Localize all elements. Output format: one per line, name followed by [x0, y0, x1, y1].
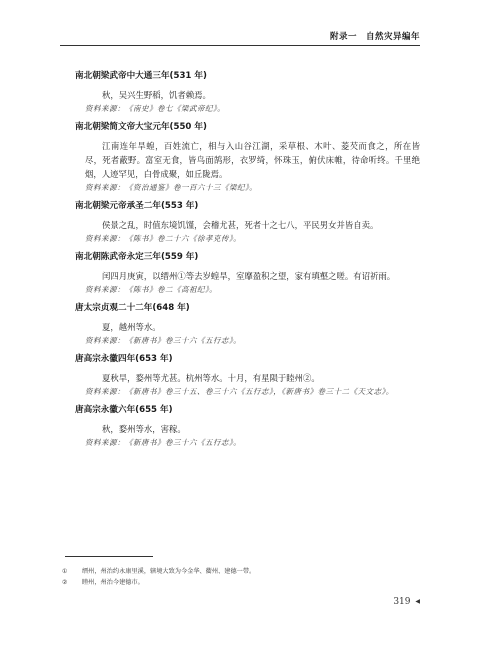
entry-body: 秋，吴兴生野稻，饥者赖焉。: [102, 90, 211, 100]
entry-source: 资料来源：《新唐书》卷三十六《五行志》。: [85, 438, 242, 447]
footnote-text: 缙州，州治约永康里溪，辖境大致为今金华、衢州、建德一带。: [82, 568, 256, 575]
entry: [75, 70, 420, 115]
running-header: [60, 30, 420, 46]
entry-title: 唐高宗永徽六年(655 年): [75, 405, 173, 415]
entry-body: 夏秋旱，婺州等尤甚。杭州等水。十月，有星陨于睦州②。: [102, 373, 320, 383]
entry-body: 闰四月庚寅，以缙州①等去岁蝗旱，室靡盈积之望，家有填壑之嗟。有诏祈雨。: [102, 271, 396, 281]
entry-body: 秋，婺州等水，害稼。: [102, 424, 186, 434]
entry: [75, 121, 420, 194]
entry-title: 南北朝陈武帝永定三年(559 年): [75, 252, 199, 262]
entry-body: 夏，越州等水。: [102, 322, 161, 332]
entry-title: 唐太宗贞观二十二年(648 年): [75, 303, 190, 313]
entry-body: 江南连年旱蝗，百姓流亡，相与入山谷江湖，采草根、木叶、菱芡而食之，所在皆尽，死者蔽野。富室无食，皆鸟面鹄形，衣罗绮，怀珠玉，俯伏床帷，待命听终。千里绝烟，人迹罕见，白骨成聚，如丘陇焉。: [85, 141, 420, 179]
header-title: 附录一 自然灾异编年: [329, 32, 420, 42]
entry-source: 资料来源：《资治通鉴》卷一百六十三《梁纪》。: [85, 183, 258, 192]
entry-title: 唐高宗永徽四年(653 年): [75, 354, 173, 364]
entry-source: 资料来源：《陈书》卷二《高祖纪》。: [85, 285, 218, 294]
entry: [75, 404, 420, 449]
entry-body: 侯景之乱，时值东境饥馑，会稽尤甚，死者十之七八，平民男女并皆自卖。: [102, 220, 379, 230]
entry: [75, 302, 420, 347]
entry-source: 资料来源：《陈书》卷二十六《徐孝克传》。: [85, 234, 242, 243]
footnote-marker: ①: [62, 568, 68, 575]
footnote: [60, 577, 420, 588]
entry: [75, 200, 420, 245]
entry-source: 资料来源：《新唐书》卷三十六《五行志》。: [85, 336, 242, 345]
page-number: [393, 597, 420, 607]
entry: [75, 251, 420, 296]
page-number-value: 319: [393, 597, 411, 607]
footnote-text: 睦州，州治今建德市。: [82, 579, 144, 586]
entry-source: 资料来源：《新唐书》卷三十五、卷三十六《五行志》，《新唐书》卷三十二《天文志》。: [85, 387, 394, 396]
footnote-divider: [65, 556, 153, 557]
footnote: [60, 566, 420, 577]
entry-title: 南北朝梁简文帝大宝元年(550 年): [75, 122, 207, 132]
entry-title: 南北朝梁武帝中大通三年(531 年): [75, 71, 207, 81]
entry: [75, 353, 420, 398]
chronicle-entries: [75, 70, 420, 455]
entry-source: 资料来源：《南史》卷七《梁武帝纪》。: [85, 104, 226, 113]
page-marker-icon: ◀: [415, 598, 420, 605]
entry-title: 南北朝梁元帝承圣二年(553 年): [75, 201, 199, 211]
footnote-marker: ②: [62, 579, 68, 586]
footnotes: [60, 566, 420, 588]
